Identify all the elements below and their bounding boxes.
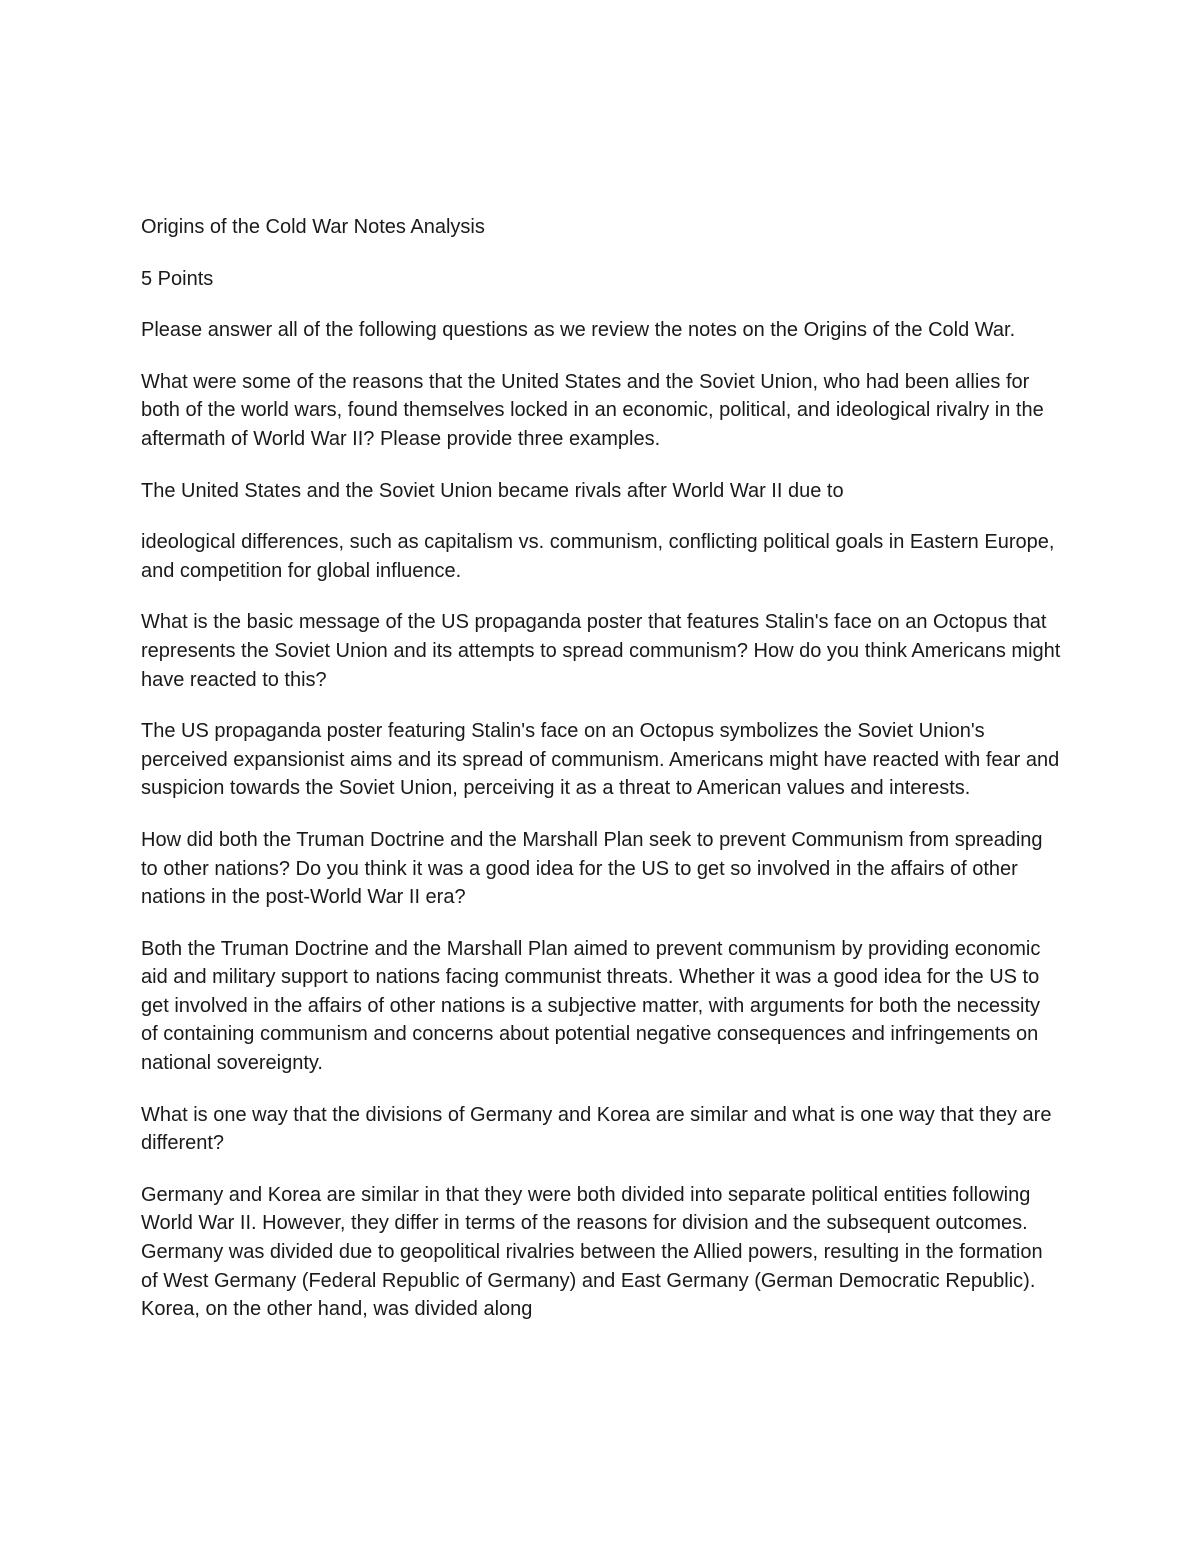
question-2: What is the basic message of the US propaganda poster that features Stalin's face on an Octopus that represents the Soviet Union and its attempts to spread communism? How do you think Americans might have reacted to this? xyxy=(141,611,1061,691)
answer-3: Both the Truman Doctrine and the Marshall Plan aimed to prevent communism by providing economic aid and military support to nations facing communist threats. Whether it was a good idea for the US to get involved in the affairs of other nations is a subjective matter, with arguments for both the necessity of containing communism and concerns about potential negative consequences and infringements on national sovereignty. xyxy=(141,937,1041,1075)
document-body xyxy=(141,213,1061,1347)
answer-4: Germany and Korea are similar in that they were both divided into separate political entities following World War II. However, they differ in terms of the reasons for division and the subsequent outcomes. Germany was divided due to geopolitical rivalries between the Allied powers, resulting in the formation of West Germany (Federal Republic of Germany) and East Germany (German Democratic Republic). Korea, on the other hand, was divided along xyxy=(141,1183,1043,1321)
question-4: What is one way that the divisions of Germany and Korea are similar and what is one way that they are different? xyxy=(141,1103,1052,1155)
points-label: 5 Points xyxy=(141,267,214,290)
question-3: How did both the Truman Doctrine and the Marshall Plan seek to prevent Communism from spreading to other nations? Do you think it was a good idea for the US to get so involved in the affairs of other nations in the post-World War II era? xyxy=(141,828,1043,909)
answer-1-part-1: The United States and the Soviet Union became rivals after World War II due to xyxy=(141,479,844,502)
answer-1-part-2: ideological differences, such as capitalism vs. communism, conflicting political goals in Eastern Europe, and competition for global influence. xyxy=(141,531,1055,582)
answer-2: The US propaganda poster featuring Stalin's face on an Octopus symbolizes the Soviet Union's perceived expansionist aims and its spread of communism. Americans might have reacted with fear and suspicion towards the Soviet Union, perceiving it as a threat to American values and interests. xyxy=(141,720,1060,800)
question-1: What were some of the reasons that the United States and the Soviet Union, who had been allies for both of the world wars, found themselves locked in an economic, political, and ideological rivalry in the aftermath of World War II? Please provide three examples. xyxy=(141,370,1044,450)
instructions-text: Please answer all of the following questions as we review the notes on the Origins of the Cold War. xyxy=(141,319,1016,342)
document-title: Origins of the Cold War Notes Analysis xyxy=(141,216,485,238)
